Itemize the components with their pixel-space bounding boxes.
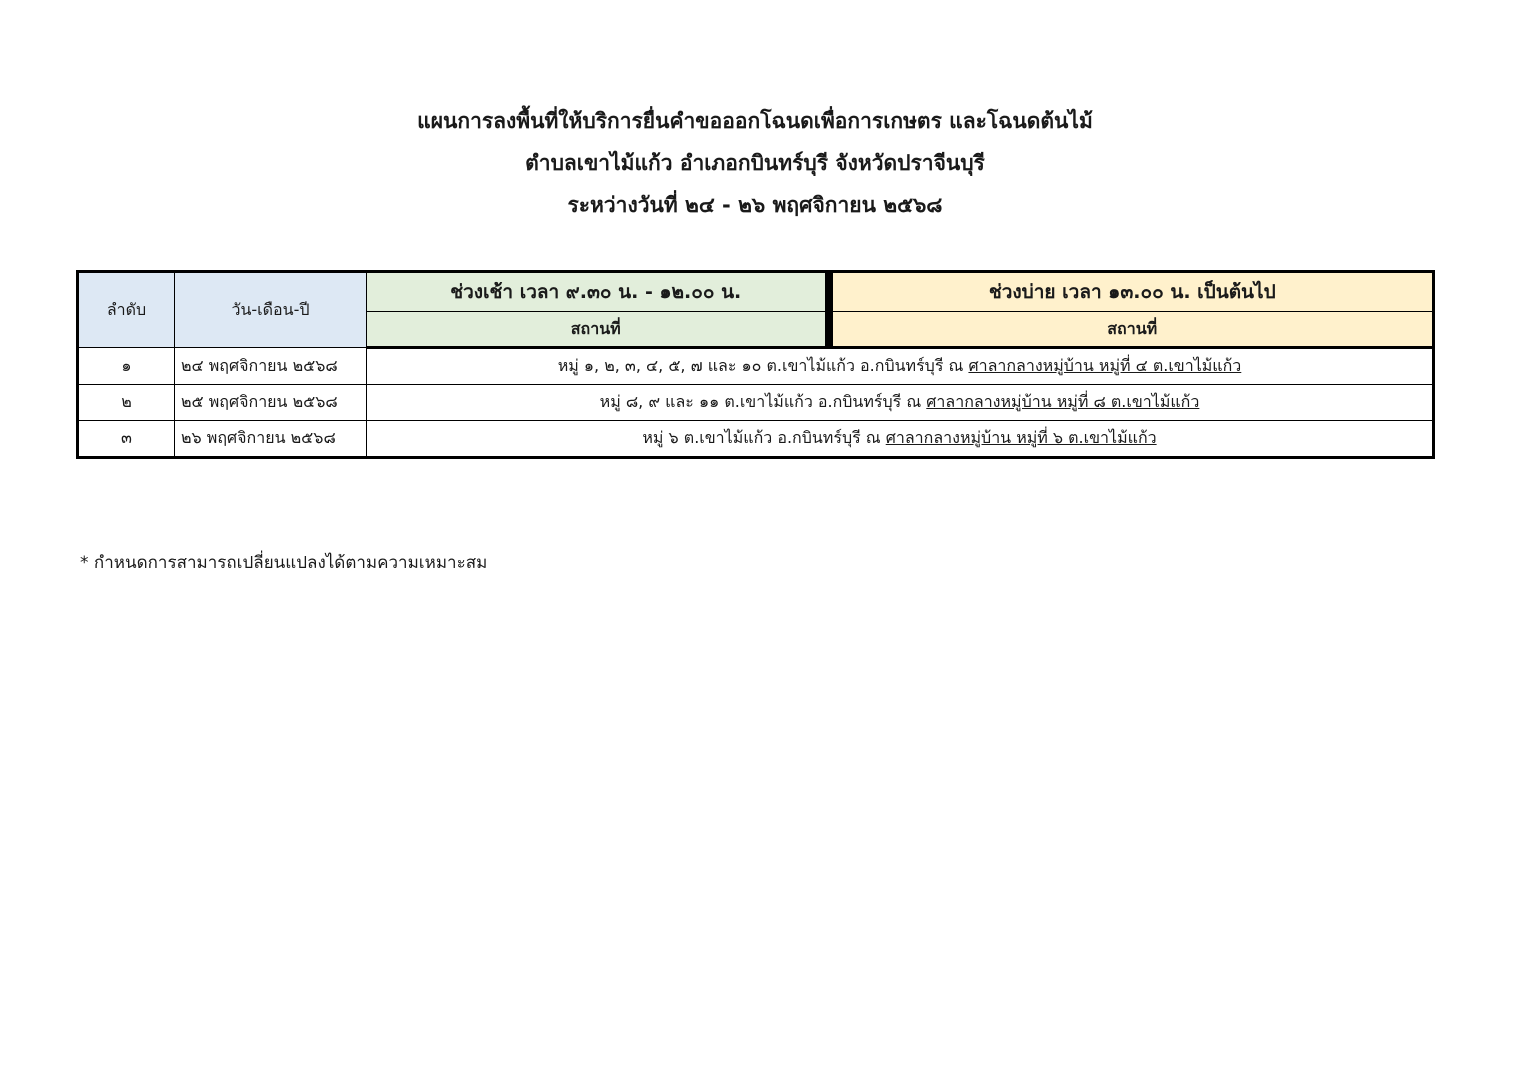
row-detail (367, 421, 1434, 458)
footnote: * กำหนดการสามารถเปลี่ยนแปลงได้ตามความเหมาะสม (80, 553, 488, 573)
document-title (0, 100, 1510, 226)
row-date: ๒๔ พฤศจิกายน ๒๕๖๘ (175, 348, 367, 385)
row-location: ศาลากลางหมู่บ้าน หมู่ที่ ๖ ต.เขาไม้แก้ว (885, 428, 1157, 447)
title-line-1: แผนการลงพื้นที่ให้บริการยื่นคำขอออกโฉนดเพื่อการเกษตร และโฉนดต้นไม้ (417, 109, 1093, 133)
row-location: ศาลากลางหมู่บ้าน หมู่ที่ ๔ ต.เขาไม้แก้ว (968, 356, 1242, 375)
row-villages: หมู่ ๑, ๒, ๓, ๔, ๕, ๗ และ ๑๐ ต.เขาไม้แก้ว อ.กบินทร์บุรี ณ (557, 356, 969, 375)
header-order: ลำดับ (78, 272, 175, 348)
row-detail (367, 348, 1434, 385)
header-place-morning: สถานที่ (367, 312, 829, 348)
row-villages: หมู่ ๖ ต.เขาไม้แก้ว อ.กบินทร์บุรี ณ (642, 428, 886, 447)
row-date: ๒๖ พฤศจิกายน ๒๕๖๘ (175, 421, 367, 458)
row-number: ๓ (78, 421, 175, 458)
header-date: วัน-เดือน-ปี (175, 272, 367, 348)
header-afternoon: ช่วงบ่าย เวลา ๑๓.๐๐ น. เป็นต้นไป (829, 272, 1434, 312)
row-date: ๒๕ พฤศจิกายน ๒๕๖๘ (175, 385, 367, 421)
row-detail (367, 385, 1434, 421)
row-villages: หมู่ ๘, ๙ และ ๑๑ ต.เขาไม้แก้ว อ.กบินทร์บุรี ณ (599, 392, 927, 411)
row-number: ๒ (78, 385, 175, 421)
title-line-2: ตำบลเขาไม้แก้ว อำเภอกบินทร์บุรี จังหวัดปราจีนบุรี (525, 151, 985, 175)
header-morning: ช่วงเช้า เวลา ๙.๓๐ น. - ๑๒.๐๐ น. (367, 272, 829, 312)
table-row (78, 348, 1434, 385)
header-place-afternoon: สถานที่ (829, 312, 1434, 348)
title-line-3: ระหว่างวันที่ ๒๔ - ๒๖ พฤศจิกายน ๒๕๖๘ (567, 193, 943, 217)
table-row (78, 421, 1434, 458)
table-row (78, 385, 1434, 421)
row-location: ศาลากลางหมู่บ้าน หมู่ที่ ๘ ต.เขาไม้แก้ว (926, 392, 1200, 411)
row-number: ๑ (78, 348, 175, 385)
schedule-table (76, 270, 1435, 459)
